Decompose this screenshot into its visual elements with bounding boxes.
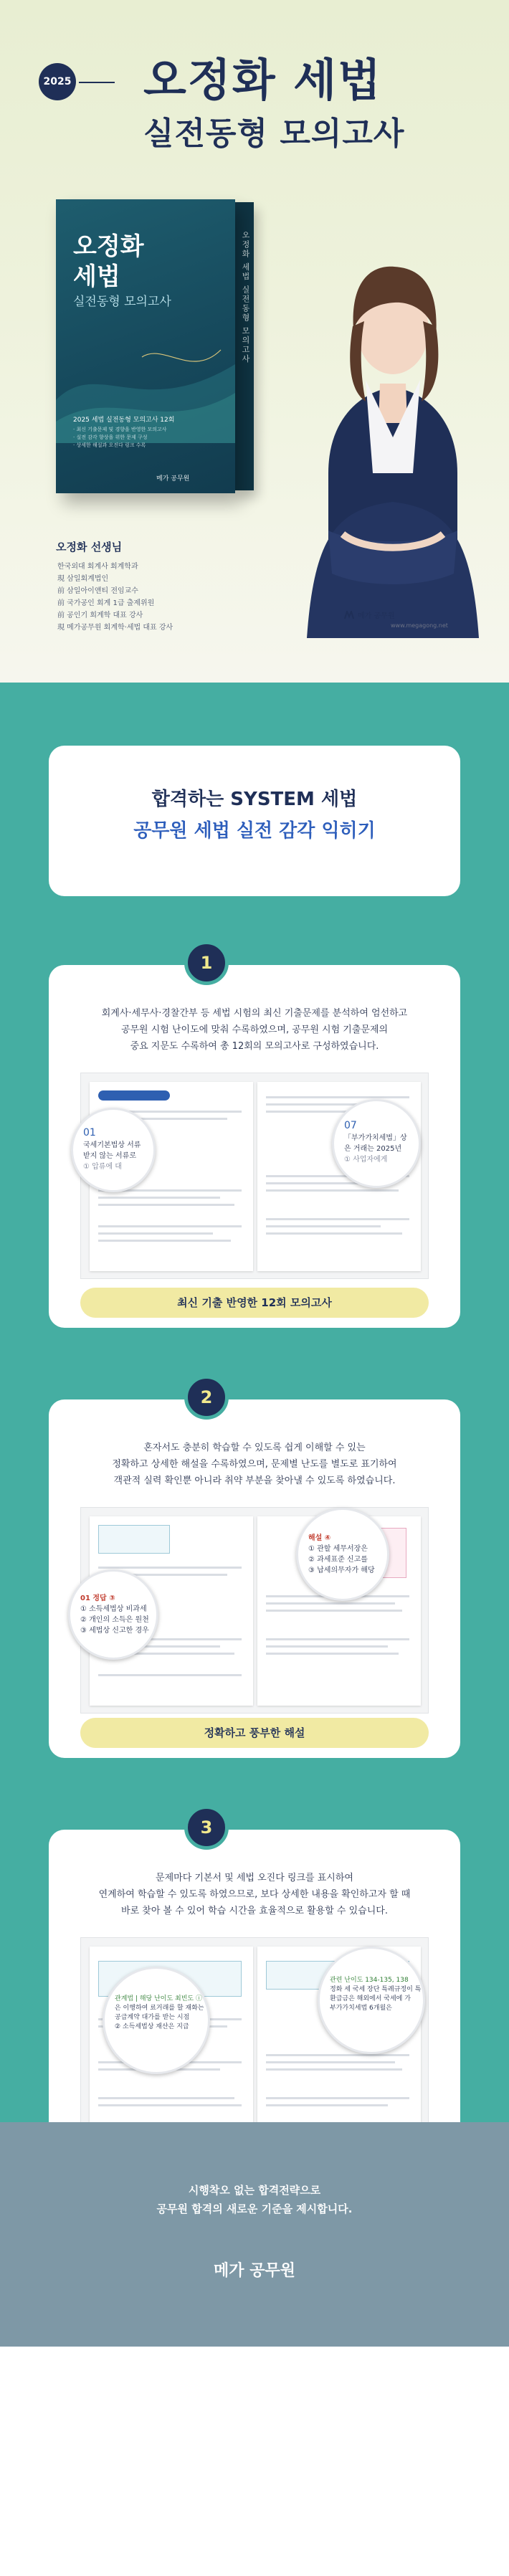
- book-publisher: 메가 공무원: [156, 475, 190, 483]
- credential-item: 前 삼일아이앤티 전임교수: [57, 587, 138, 595]
- features-section: [0, 683, 509, 2347]
- feature-description: [77, 1870, 432, 1919]
- book-bullets: [73, 426, 167, 450]
- hero-banner: [0, 0, 509, 683]
- magnifier-left: 01 정답 ③ ① 소득세법상 비과세 ② 개인의 소득은 원천 ③ 세법상 신고한 경우: [68, 1569, 158, 1660]
- divider-line: [79, 82, 115, 83]
- desc-line: 정확하고 상세한 해설을 수록하였으며, 문제별 난도를 별도로 표기하여: [112, 1459, 397, 1470]
- book-bullet: · 상세한 해설과 오진다 링크 수록: [73, 442, 146, 448]
- footer-line: 시행착오 없는 합격전략으로: [188, 2184, 321, 2197]
- megagong-logo: [344, 609, 394, 620]
- footer-logo-text: 메가 공무원: [214, 2262, 295, 2280]
- book-subtitle: 실전동형 모의고사: [73, 295, 171, 309]
- feature-pill: 최신 기출 반영한 12회 모의고사: [80, 1288, 429, 1318]
- hero-subtitle: 실전동형 모의고사: [143, 115, 405, 152]
- desc-line: 회계사·세무사·경찰간부 등 세법 시험의 최신 기출문제를 분석하여 엄선하고: [101, 1008, 408, 1019]
- book-bullet: · 최신 기출문제 및 경향을 반영한 모의고사: [73, 427, 167, 432]
- footer-line: 공무원 합격의 새로운 기준을 제시합니다.: [156, 2202, 353, 2215]
- credential-item: 現 메가공무원 회계학·세법 대표 강사: [57, 624, 173, 632]
- feature-description: [77, 1005, 432, 1055]
- page-header-bar: [98, 1090, 170, 1101]
- footer-slogan: [0, 2181, 509, 2218]
- credential-item: 한국외대 회계사 회계학과: [57, 563, 138, 571]
- section-number-badge: 3: [184, 1805, 229, 1850]
- credential-item: 現 삼일회계법인: [57, 575, 109, 583]
- book-title-line2: 세법: [73, 262, 120, 291]
- site-url: www.megagong.net: [391, 622, 448, 629]
- footer: [0, 2122, 509, 2347]
- desc-line: 바로 찾아 볼 수 있어 학습 시간을 효율적으로 활용할 수 있습니다.: [121, 1906, 388, 1916]
- footer-logo: [0, 2258, 509, 2281]
- author-credentials: [57, 561, 173, 634]
- magnifier-right: 07 「부가가치세법」상 은 거래는 2025년 ① 사업자에게: [332, 1099, 421, 1188]
- year-badge: 2025: [39, 63, 76, 100]
- sample-pages-image: [80, 1073, 429, 1279]
- section-number-badge: 1: [184, 941, 229, 985]
- book-edition: 2025 세법 실전동형 모의고사 12회: [73, 417, 175, 424]
- book-wave-decoration: [56, 314, 235, 443]
- desc-line: 문제마다 기본서 및 세법 오진다 링크를 표시하여: [156, 1873, 353, 1883]
- magnifier-left: 01 국세기본법상 서류 받지 않는 서류로 ① 압류에 대: [71, 1108, 156, 1192]
- magnifier-right: 해설 ④ ① 관할 세무서장은 ② 과세표준 신고를 ③ 납세의무자가 해당: [296, 1508, 389, 1601]
- logo-text: 메가 공무원: [358, 612, 395, 620]
- book-spine-text: 오정화 세법 실전동형 모의고사: [241, 231, 250, 364]
- book-cover: [56, 199, 235, 493]
- feature-description: [77, 1440, 432, 1489]
- desc-line: 연계하여 학습할 수 있도록 하였으므로, 보다 상세한 내용을 확인하고자 할 때: [98, 1889, 411, 1900]
- desc-line: 공무원 시험 난이도에 맞춰 수록하였으며, 공무원 시험 기출문제의: [120, 1025, 389, 1035]
- book-title-line1: 오정화: [73, 232, 144, 261]
- desc-line: 중요 지문도 수록하여 총 12회의 모의고사로 구성하였습니다.: [130, 1041, 379, 1052]
- feature-pill: 정확하고 풍부한 해설: [80, 1718, 429, 1748]
- section-number-badge: 2: [184, 1375, 229, 1420]
- hero-title: 오정화 세법: [143, 54, 383, 106]
- author-name: 오정화 선생님: [56, 541, 123, 553]
- system-title: 합격하는 SYSTEM 세법: [151, 789, 358, 810]
- magnifier-left: 관계법 | 해당 난이도 최빈도 ⓘ 은 이행하여 료거래를 할 재화는 공급계약 대가를 받는 시점 ② 소득세법상 재산은 지급: [103, 1967, 210, 2074]
- logo-mark-icon: [344, 611, 354, 619]
- sample-pages-image: [80, 1937, 429, 2144]
- magnifier-right: 관련 난이도 134-135, 138 정화 세 국세 장단 특례규정이 특 환급금은 해외에서 국세에 가 부가가치세법 6개월은: [318, 1947, 425, 2054]
- instructor-photo: [300, 237, 486, 638]
- feature-card-1: [49, 965, 460, 1328]
- feature-card-2: [49, 1399, 460, 1758]
- sample-pages-image: [80, 1507, 429, 1714]
- book-spine: [235, 202, 254, 490]
- desc-line: 객관적 실력 확인뿐 아니라 취약 부분을 찾아낼 수 있도록 하였습니다.: [113, 1475, 396, 1486]
- system-header-card: [49, 746, 460, 896]
- book-bullet: · 실전 감각 향상을 위한 문제 구성: [73, 434, 148, 440]
- credential-item: 前 국가공인 회계 1급 출제위원: [57, 599, 155, 607]
- credential-item: 前 공인기 회계학 대표 강사: [57, 612, 143, 619]
- system-subtitle: 공무원 세법 실전 감각 익히기: [133, 820, 376, 842]
- desc-line: 혼자서도 충분히 학습할 수 있도록 쉽게 이해할 수 있는: [143, 1443, 366, 1453]
